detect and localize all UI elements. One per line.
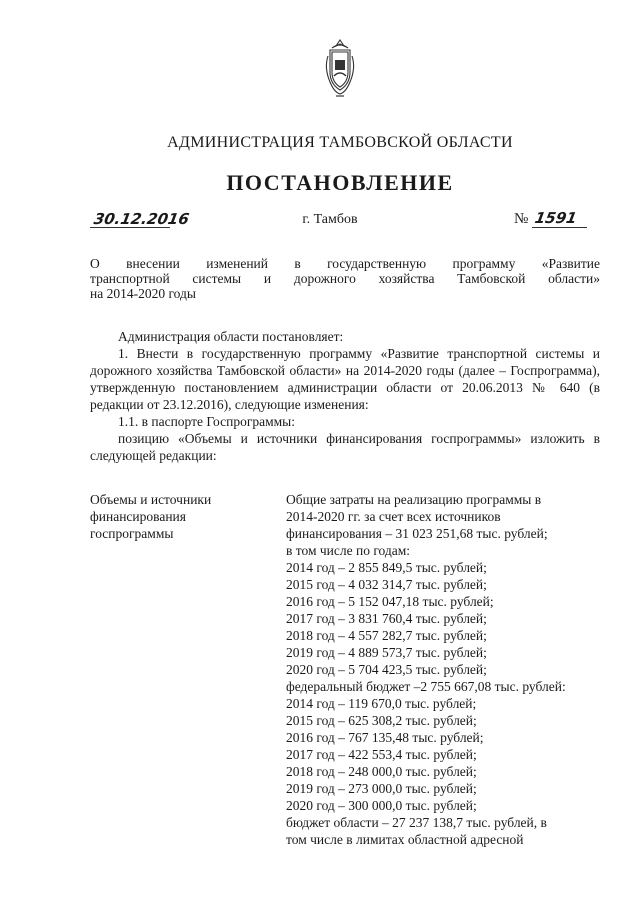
- subject-line-1: О внесении изменений в государственную программу «Развитие: [90, 256, 600, 271]
- number-underline: [532, 227, 587, 228]
- document-city: г. Тамбов: [302, 212, 358, 227]
- coat-of-arms-icon: [322, 38, 358, 100]
- paragraph-1: 1. Внести в государственную программу «Развитие транспортной системы и дорожного хозяйства Тамбовской области» на 2014-2020 годы (далее – Госпрограмма), утвержденную постановлением администрации области от 20.06.2013 № 640 (в редакции от 23.12.2016), следующие изменения:: [90, 346, 600, 412]
- funding-line: 2014 год – 119 670,0 тыс. рублей;: [286, 696, 477, 711]
- label-line: госпрограммы: [90, 526, 174, 541]
- funding-line: том числе в лимитах областной адресной: [286, 832, 524, 847]
- document-type-heading: ПОСТАНОВЛЕНИЕ: [226, 170, 454, 195]
- funding-line: 2015 год – 4 032 314,7 тыс. рублей;: [286, 577, 487, 592]
- document-body: [90, 328, 600, 464]
- funding-line: федеральный бюджет –2 755 667,08 тыс. рублей:: [286, 679, 566, 694]
- label-line: Объемы и источники: [90, 492, 212, 507]
- label-line: финансирования: [90, 509, 186, 524]
- document-subject: [90, 256, 600, 301]
- number-label: №: [514, 211, 529, 227]
- funding-line: 2016 год – 5 152 047,18 тыс. рублей;: [286, 594, 494, 609]
- funding-line: бюджет области – 27 237 138,7 тыс. рублей, в: [286, 815, 547, 830]
- funding-line: 2019 год – 273 000,0 тыс. рублей;: [286, 781, 477, 796]
- funding-line: финансирования – 31 023 251,68 тыс. рублей;: [286, 526, 548, 541]
- funding-line: 2016 год – 767 135,48 тыс. рублей;: [286, 730, 484, 745]
- funding-line: 2018 год – 248 000,0 тыс. рублей;: [286, 764, 477, 779]
- funding-table-content: [286, 491, 606, 848]
- document-number: 1591: [533, 209, 579, 227]
- organization-title: АДМИНИСТРАЦИЯ ТАМБОВСКОЙ ОБЛАСТИ: [167, 134, 513, 151]
- funding-line: в том числе по годам:: [286, 543, 411, 558]
- funding-line: 2014 год – 2 855 849,5 тыс. рублей;: [286, 560, 487, 575]
- funding-line: 2018 год – 4 557 282,7 тыс. рублей;: [286, 628, 487, 643]
- funding-line: 2017 год – 422 553,4 тыс. рублей;: [286, 747, 477, 762]
- funding-line: 2014-2020 гг. за счет всех источников: [286, 509, 501, 524]
- subject-line-2: транспортной системы и дорожного хозяйства Тамбовской области»: [90, 271, 600, 286]
- funding-table-label: [90, 491, 265, 542]
- funding-line: 2017 год – 3 831 760,4 тыс. рублей;: [286, 611, 487, 626]
- paragraph-position: позицию «Объемы и источники финансирования госпрограммы» изложить в следующей редакции:: [90, 431, 600, 463]
- funding-line: Общие затраты на реализацию программы в: [286, 492, 542, 507]
- subject-line-3: на 2014-2020 годы: [90, 286, 196, 301]
- paragraph-1-1: 1.1. в паспорте Госпрограммы:: [118, 414, 296, 429]
- funding-line: 2019 год – 4 889 573,7 тыс. рублей;: [286, 645, 487, 660]
- funding-line: 2020 год – 5 704 423,5 тыс. рублей;: [286, 662, 487, 677]
- funding-line: 2020 год – 300 000,0 тыс. рублей;: [286, 798, 477, 813]
- document-date: 30.12.2016: [92, 210, 191, 228]
- intro-paragraph: Администрация области постановляет:: [118, 329, 344, 344]
- funding-line: 2015 год – 625 308,2 тыс. рублей;: [286, 713, 477, 728]
